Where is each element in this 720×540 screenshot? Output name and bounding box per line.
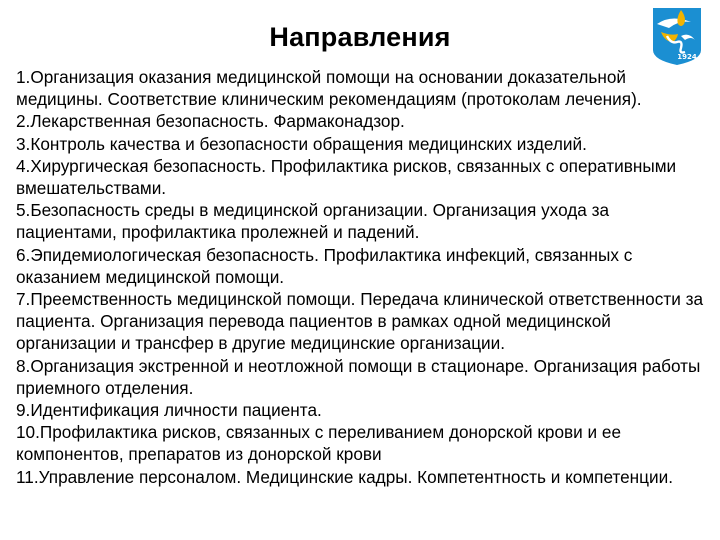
list-item: 10.Профилактика рисков, связанных с переливанием донорской крови и ее компонентов, препаратов из донорской крови (16, 422, 622, 465)
list-item: 8.Организация экстренной и неотложной помощи в стационаре. Организация работы приемного отделения. (16, 355, 701, 398)
list-item: 4.Хирургическая безопасность. Профилактика рисков, связанных с оперативными вмешательствами. (16, 155, 677, 199)
medical-emblem-icon (651, 6, 703, 66)
slide-title: Направления (269, 22, 451, 52)
list-item: 5.Безопасность среды в медицинской организации. Организация ухода за пациентами, профилактика пролежней и падений. (16, 200, 610, 243)
emblem-year: 1924 (677, 53, 697, 61)
list-item: 3.Контроль качества и безопасности обращения медицинских изделий. (16, 133, 587, 154)
list-item: 9.Идентификация личности пациента. (16, 400, 322, 421)
list-item: 2.Лекарственная безопасность. Фармаконадзор. (16, 111, 405, 132)
directions-list (16, 66, 706, 488)
list-item: 11.Управление персоналом. Медицинские кадры. Компетентность и компетенции. (16, 466, 673, 487)
list-item: 1.Организация оказания медицинской помощи на основании доказательной медицины. Соответствие клиническим рекомендациям (протоколам лечения). (16, 67, 642, 110)
list-item: 6.Эпидемиологическая безопасность. Профилактика инфекций, связанных с оказанием медицинской помощи. (16, 244, 633, 287)
list-item: 7.Преемственность медицинской помощи. Передача клинической ответственности за пациента. Организация перевода пациентов в рамках одной медицинской организации и трансфер в другие медицинские организации. (16, 289, 704, 354)
